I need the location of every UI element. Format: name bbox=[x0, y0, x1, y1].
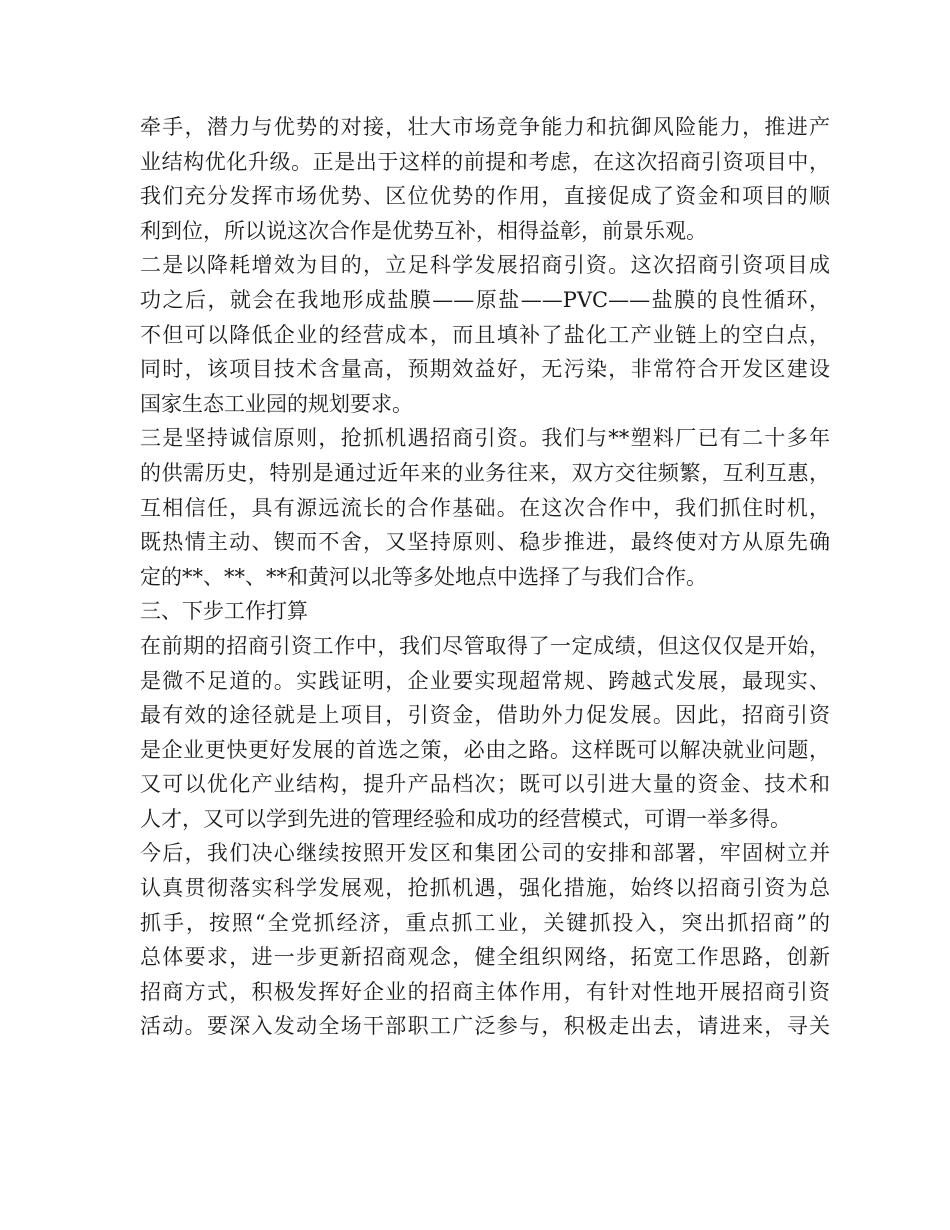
text-line: 功之后，就会在我地形成盐膜——原盐——PVC——盐膜的良性循环， bbox=[140, 287, 830, 312]
text-line: 互相信任，具有源远流长的合作基础。在这次合作中，我们抓住时机， bbox=[140, 495, 830, 520]
text-line: 在前期的招商引资工作中，我们尽管取得了一定成绩，但这仅仅是开始， bbox=[140, 633, 830, 658]
text-line: 业结构优化升级。正是出于这样的前提和考虑，在这次招商引资项目中， bbox=[140, 149, 830, 174]
text-line: 不但可以降低企业的经营成本，而且填补了盐化工产业链上的空白点， bbox=[140, 322, 830, 347]
text-line: 人才，又可以学到先进的管理经验和成功的经营模式，可谓一举多得。 bbox=[140, 806, 791, 831]
text-line: 招商方式，积极发挥好企业的招商主体作用，有针对性地开展招商引资 bbox=[140, 979, 830, 1004]
text-line: 国家生态工业园的规划要求。 bbox=[140, 391, 413, 416]
text-line: 最有效的途径就是上项目，引资金，借助外力促发展。因此，招商引资 bbox=[140, 703, 830, 728]
text-line: 利到位，所以说这次合作是优势互补，相得益彰，前景乐观。 bbox=[140, 218, 707, 243]
text-line: 是微不足道的。实践证明，企业要实现超常规、跨越式发展，最现实、 bbox=[140, 668, 830, 693]
text-line: 又可以优化产业结构，提升产品档次；既可以引进大量的资金、技术和 bbox=[140, 772, 830, 797]
body-text bbox=[140, 110, 830, 1044]
text-line: 二是以降耗增效为目的，立足科学发展招商引资。这次招商引资项目成 bbox=[140, 253, 830, 278]
text-line: 牵手，潜力与优势的对接，壮大市场竞争能力和抗御风险能力，推进产 bbox=[140, 115, 830, 139]
text-line: 三是坚持诚信原则，抢抓机遇招商引资。我们与**塑料厂已有二十多年 bbox=[140, 426, 830, 451]
text-line: 总体要求，进一步更新招商观念，健全组织网络，拓宽工作思路，创新 bbox=[140, 945, 830, 970]
text-line: 同时，该项目技术含量高，预期效益好，无污染，非常符合开发区建设 bbox=[140, 357, 830, 382]
text-line: 是企业更快更好发展的首选之策，必由之路。这样既可以解决就业问题， bbox=[140, 737, 830, 762]
text-line: 定的**、**、**和黄河以北等多处地点中选择了与我们合作。 bbox=[140, 564, 707, 589]
section-heading: 三、下步工作打算 bbox=[140, 599, 308, 624]
text-line: 既热情主动、锲而不舍，又坚持原则、稳步推进，最终使对方从原先确 bbox=[140, 530, 830, 555]
text-line: 抓手，按照“全党抓经济，重点抓工业，关键抓投入，突出抓招商”的 bbox=[140, 910, 830, 935]
text-line: 今后，我们决心继续按照开发区和集团公司的安排和部署，牢固树立并 bbox=[140, 841, 830, 866]
text-line: 的供需历史，特别是通过近年来的业务往来，双方交往频繁，互利互惠， bbox=[140, 460, 830, 485]
text-line: 我们充分发挥市场优势、区位优势的作用，直接促成了资金和项目的顺 bbox=[140, 184, 830, 209]
text-line: 认真贯彻落实科学发展观，抢抓机遇，强化措施，始终以招商引资为总 bbox=[140, 876, 830, 901]
text-line: 活动。要深入发动全场干部职工广泛参与，积极走出去，请进来，寻关 bbox=[140, 1014, 830, 1039]
